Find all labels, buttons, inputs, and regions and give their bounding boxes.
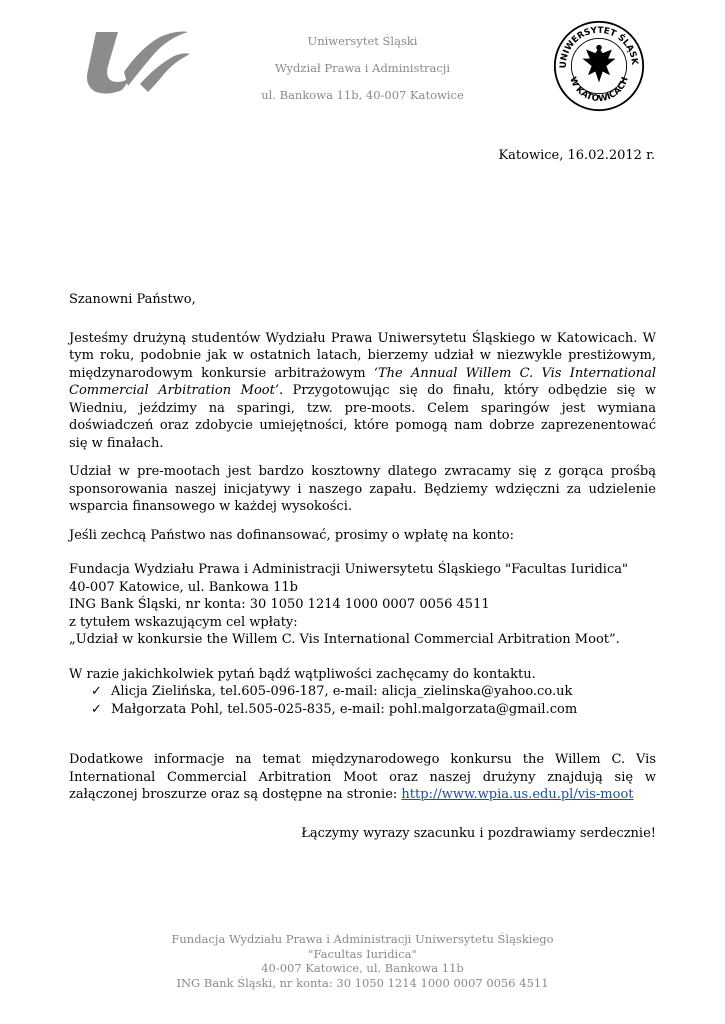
letterhead [210,33,515,114]
svg-text:W KATOWICACH: W KATOWICACH [567,75,631,105]
footer-address: 40-007 Katowice, ul. Bankowa 11b [261,961,464,975]
contact-malgorzata: Małgorzata Pohl, tel.505-025-835, e-mail: pohl.malgorzata@gmail.com [111,701,578,717]
header-address: ul. Bankowa 11b, 40-007 Katowice [261,88,464,102]
transfer-title: „Udział w konkursie the Willem C. Vis International Commercial Arbitration Moot”. [69,632,620,647]
salutation: Szanowni Państwo, [69,292,196,307]
competition-title: ‘The Annual Willem C. Vis International Commercial Arbitration Moot’ [69,365,656,398]
university-seal-icon [553,20,645,112]
svg-text:UNIWERSYTET ŚLĄSKI: UNIWERSYTET ŚLĄSK [558,25,640,69]
footer-foundation-name: "Facultas Iuridica" [308,946,417,961]
paragraph-more-info: Dodatkowe informacje na temat międzynarodowego konkursu the Willem C. Vis International Commercial Arbitration Moot oraz naszej drużyny znajdują się w załączonej broszurze oraz są dostępne na stronie: http://www.wpia.us.edu.pl/vis-moot [69,752,656,802]
letter-body [69,291,656,842]
paragraph-transfer: Jeśli zechcą Państwo nas dofinansować, prosimy o wpłatę na konto: [69,527,514,543]
paragraph-request: Udział w pre-mootach jest bardzo kosztowny dlatego zwracamy się z gorąca prośbą sponsorowania naszej inicjatywy i naszego zapału. Będziemy wdzięczni za udzielenie wsparcia finansowego w każdej wysokości. [69,464,656,514]
checkmark-icon: ✓ [91,684,102,699]
checkmark-icon: ✓ [91,701,102,717]
account-address: 40-007 Katowice, ul. Bankowa 11b [69,579,298,595]
account-holder: Fundacja Wydziału Prawa i Administracji Uniwersytetu Śląskiego "Facultas Iuridica" [69,562,628,577]
faculty-name: Wydział Prawa i Administracji [274,61,451,75]
website-link[interactable]: http://www.wpia.us.edu.pl/vis-moot [401,787,634,802]
account-number: ING Bank Śląski, nr konta: 30 1050 1214 1000 0007 0056 4511 [69,597,490,612]
paragraph-intro: Jesteśmy drużyną studentów Wydziału Prawa Uniwersytetu Śląskiego w Katowicach. W tym roku, podobnie jak w ostatnich latach, bierzemy udział w niezwykle prestiżowym, międzynarodowym konkursie arbitrażowym ‘The Annual Willem C. Vis International Commercial Arbitration Moot’. Przygotowując się do finału, który odbędzie się w Wiedniu, jeździmy na sparingi, tzw. pre-moots. Celem sparingów jest wymiana doświadczeń oraz zdobycie umiejętności, które pomogą nam dobrze zaprezenentować się w finałach. [69,330,656,451]
footer-account: ING Bank Śląski, nr konta: 30 1050 1214 1000 0007 0056 4511 [176,975,549,990]
transfer-title-label: z tytułem wskazującym cel wpłaty: [69,614,298,630]
footer-foundation: Fundacja Wydziału Prawa i Administracji Uniwersytetu Śląskiego [171,932,554,946]
contacts-list [91,683,656,718]
list-item [91,683,656,701]
footer [120,932,605,990]
university-logo-icon [82,26,192,96]
closing-line: Łączymy wyrazy szacunku i pozdrawiamy serdecznie! [301,825,656,841]
bank-account-block [69,561,656,649]
contacts-intro: W razie jakichkolwiek pytań bądź wątpliwości zachęcamy do kontaktu. [69,666,536,682]
contact-alicja: Alicja Zielińska, tel.605-096-187, e-mail: alicja_zielinska@yahoo.co.uk [111,684,573,699]
university-name: Uniwersytet Śląski [307,34,418,48]
list-item [91,701,656,719]
letter-date: Katowice, 16.02.2012 r. [498,148,655,163]
